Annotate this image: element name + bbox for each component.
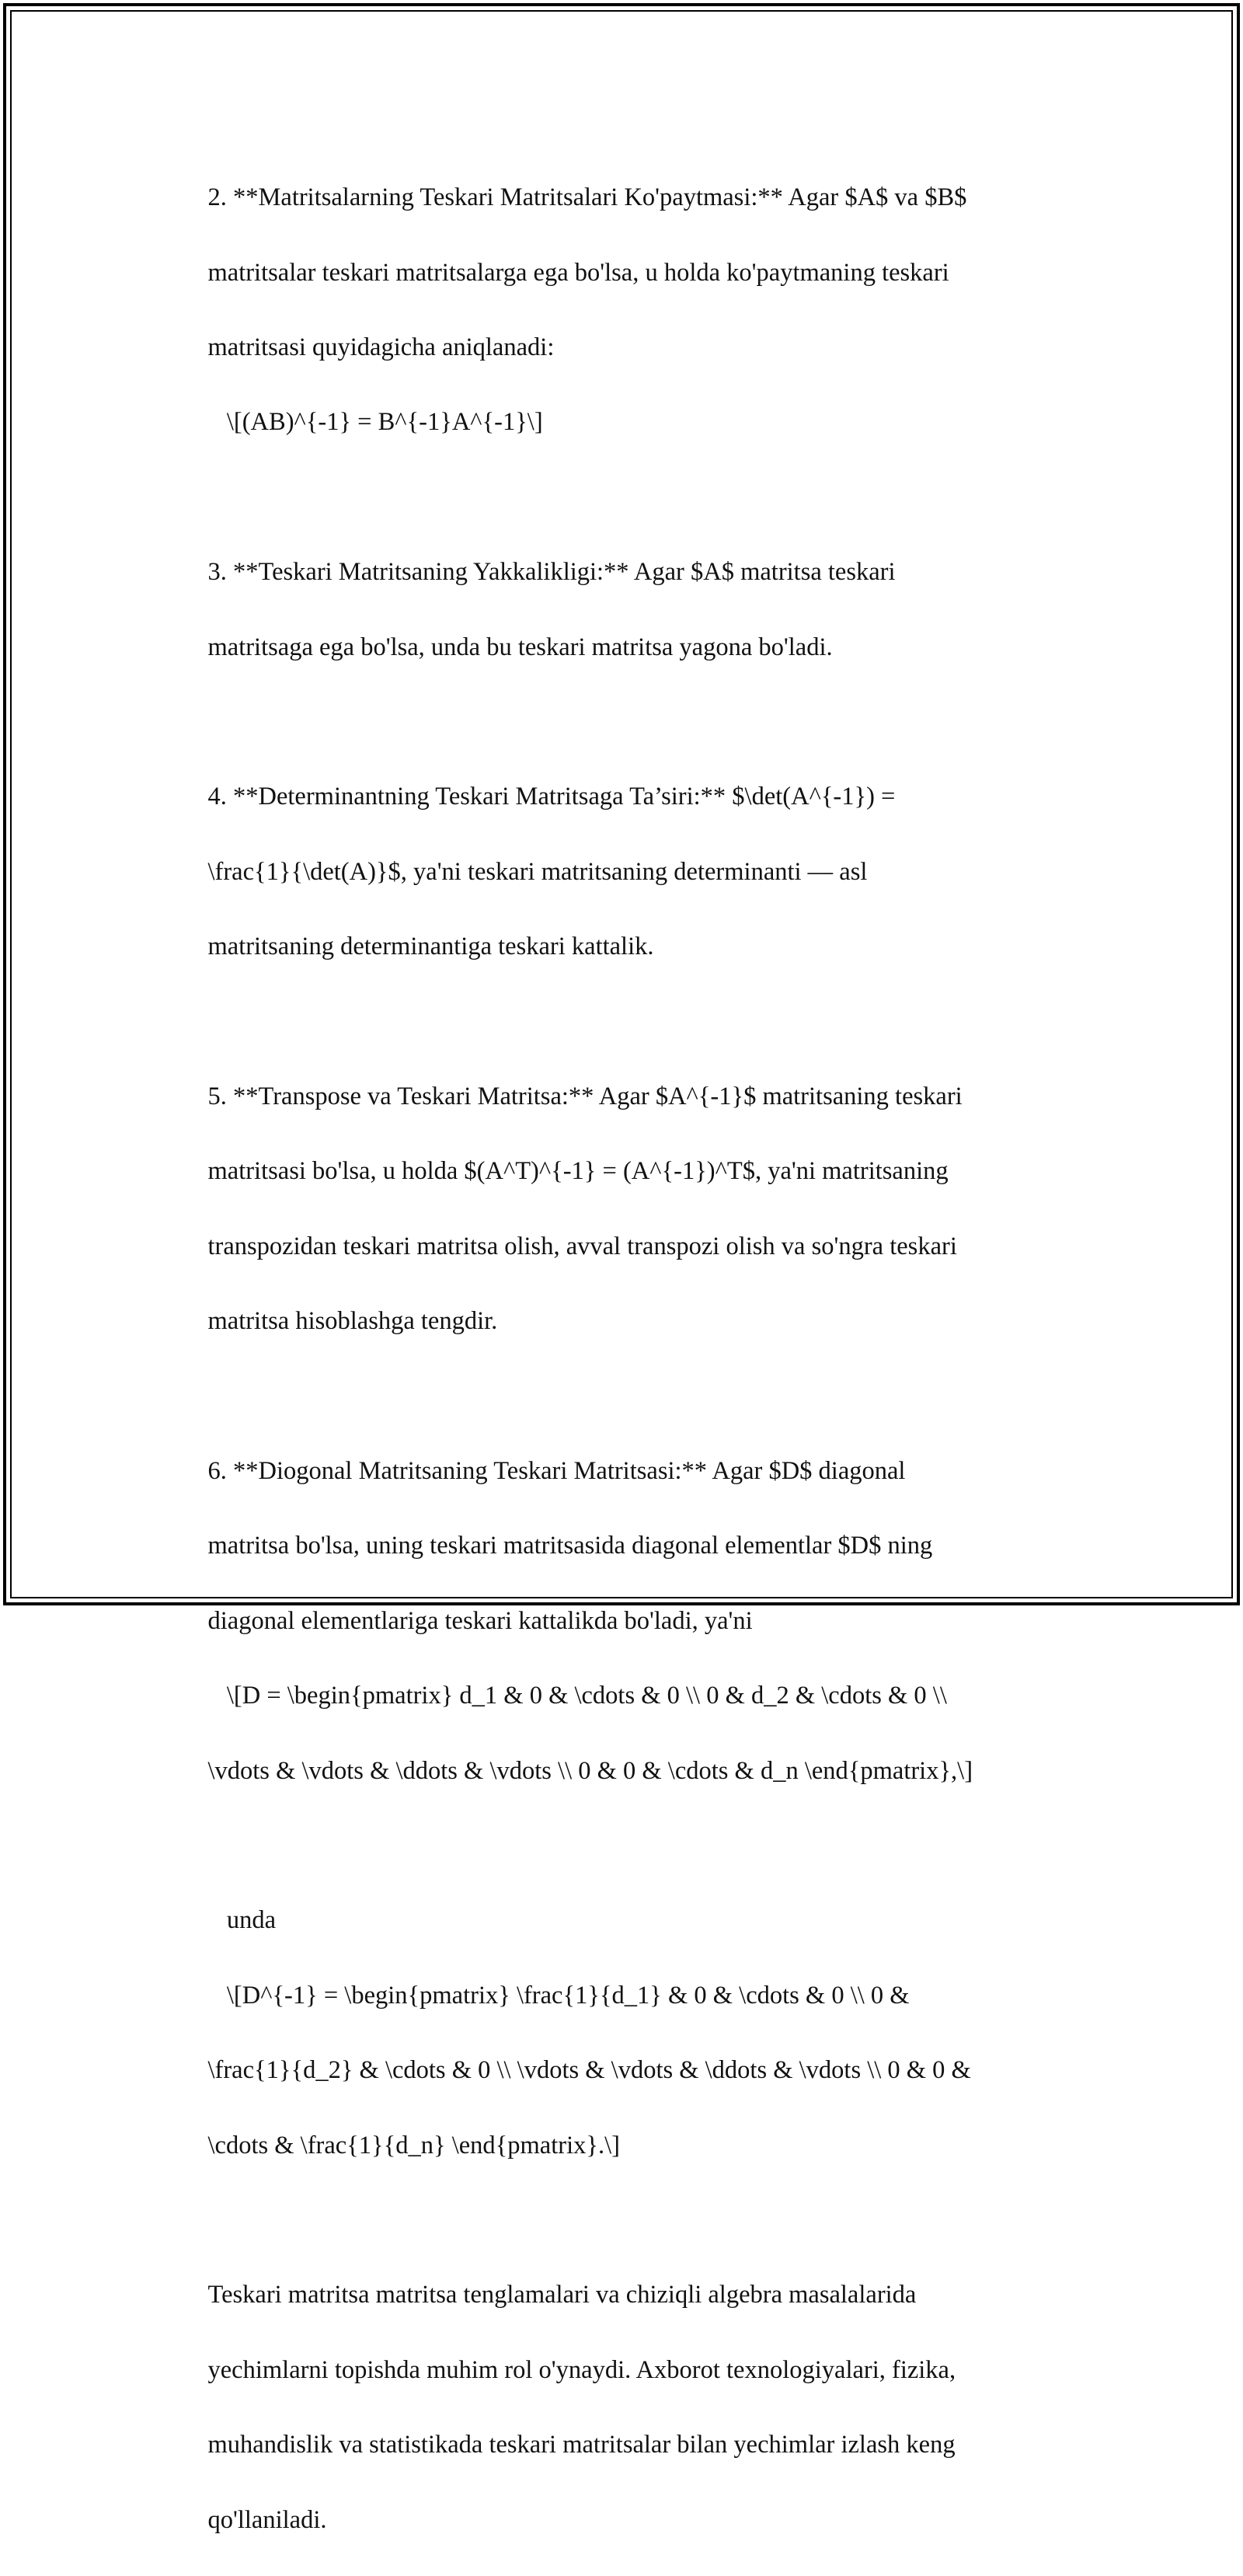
paragraph-gap bbox=[183, 703, 1060, 741]
paragraph-gap bbox=[183, 1827, 1060, 1864]
paragraph-gap bbox=[183, 2201, 1060, 2239]
text-line: yechimlarni topishda muhim rol o'ynaydi. Axborot texnologiyalari, fizika, bbox=[207, 2355, 956, 2384]
paragraph-gap bbox=[183, 1003, 1060, 1041]
text-line: qo'llaniladi. bbox=[207, 2505, 327, 2534]
text-line: 2. **Matritsalarning Teskari Matritsalari Ko'paytmasi:** Agar $A$ va $B$ bbox=[207, 183, 967, 212]
text-line: 6. **Diogonal Matritsaning Teskari Matritsasi:** Agar $D$ diagonal bbox=[207, 1457, 906, 1486]
text-line: \frac{1}{\det(A)}$, ya'ni teskari matritsaning determinanti — asl bbox=[207, 857, 868, 886]
formula-line: \vdots & \vdots & \ddots & \vdots \\ 0 & 0 & \cdots & d_n \end{pmatrix},\] bbox=[207, 1756, 973, 1785]
formula-line: \cdots & \frac{1}{d_n} \end{pmatrix}.\] bbox=[207, 2131, 620, 2159]
text-line: transpozidan teskari matritsa olish, avval transpozi olish va so'ngra teskari bbox=[207, 1232, 957, 1260]
text-line: matritsasi bo'lsa, u holda $(A^T)^{-1} = (A^{-1})^T$, ya'ni matritsaning bbox=[207, 1157, 949, 1186]
paragraph-item-5 bbox=[183, 1041, 1060, 1378]
paragraph-gap bbox=[183, 1378, 1060, 1415]
text-line: diagonal elementlariga teskari kattalikda bo'ladi, ya'ni bbox=[207, 1606, 753, 1635]
formula-line: \frac{1}{d_2} & \cdots & 0 \\ \vdots & \vdots & \ddots & \vdots \\ 0 & 0 & bbox=[207, 2056, 971, 2085]
text-line: Teskari matritsa matritsa tenglamalari va chiziqli algebra masalalarida bbox=[207, 2281, 917, 2309]
paragraph-item-4 bbox=[183, 741, 1060, 1002]
text-line: matritsaga ega bo'lsa, unda bu teskari matritsa yagona bo'ladi. bbox=[207, 633, 833, 661]
text-line: unda bbox=[207, 1906, 277, 1935]
formula-line: \[D^{-1} = \begin{pmatrix} \frac{1}{d_1} & 0 & \cdots & 0 \\ 0 & bbox=[207, 1981, 910, 2010]
paragraph-item-6-continued bbox=[183, 1864, 1060, 2201]
paragraph-item-3 bbox=[183, 516, 1060, 703]
paragraph-gap bbox=[183, 479, 1060, 516]
text-line: matritsasi quyidagicha aniqlanadi: bbox=[207, 333, 555, 362]
paragraph-conclusion bbox=[183, 2239, 1060, 2576]
text-line: muhandislik va statistikada teskari matritsalar bilan yechimlar izlash keng bbox=[207, 2431, 956, 2459]
text-line: matritsaning determinantiga teskari kattalik. bbox=[207, 932, 654, 961]
text-line: matritsalar teskari matritsalarga ega bo'lsa, u holda ko'paytmaning teskari bbox=[207, 258, 949, 287]
text-line: 3. **Teskari Matritsaning Yakkalikligi:** Agar $A$ matritsa teskari bbox=[207, 558, 896, 587]
document-body bbox=[183, 141, 1060, 2576]
text-line: 5. **Transpose va Teskari Matritsa:** Agar $A^{-1}$ matritsaning teskari bbox=[207, 1082, 963, 1111]
text-line: matritsa bo'lsa, uning teskari matritsasida diagonal elementlar $D$ ning bbox=[207, 1532, 933, 1560]
formula-line: \[D = \begin{pmatrix} d_1 & 0 & \cdots & 0 \\ 0 & d_2 & \cdots & 0 \\ bbox=[207, 1682, 947, 1710]
text-line: 4. **Determinantning Teskari Matritsaga Ta’siri:** $\det(A^{-1}) = bbox=[207, 783, 896, 811]
paragraph-item-6 bbox=[183, 1415, 1060, 1827]
text-line: matritsa hisoblashga tengdir. bbox=[207, 1307, 498, 1336]
paragraph-item-2 bbox=[183, 141, 1060, 479]
formula-line: \[(AB)^{-1} = B^{-1}A^{-1}\] bbox=[207, 408, 543, 437]
